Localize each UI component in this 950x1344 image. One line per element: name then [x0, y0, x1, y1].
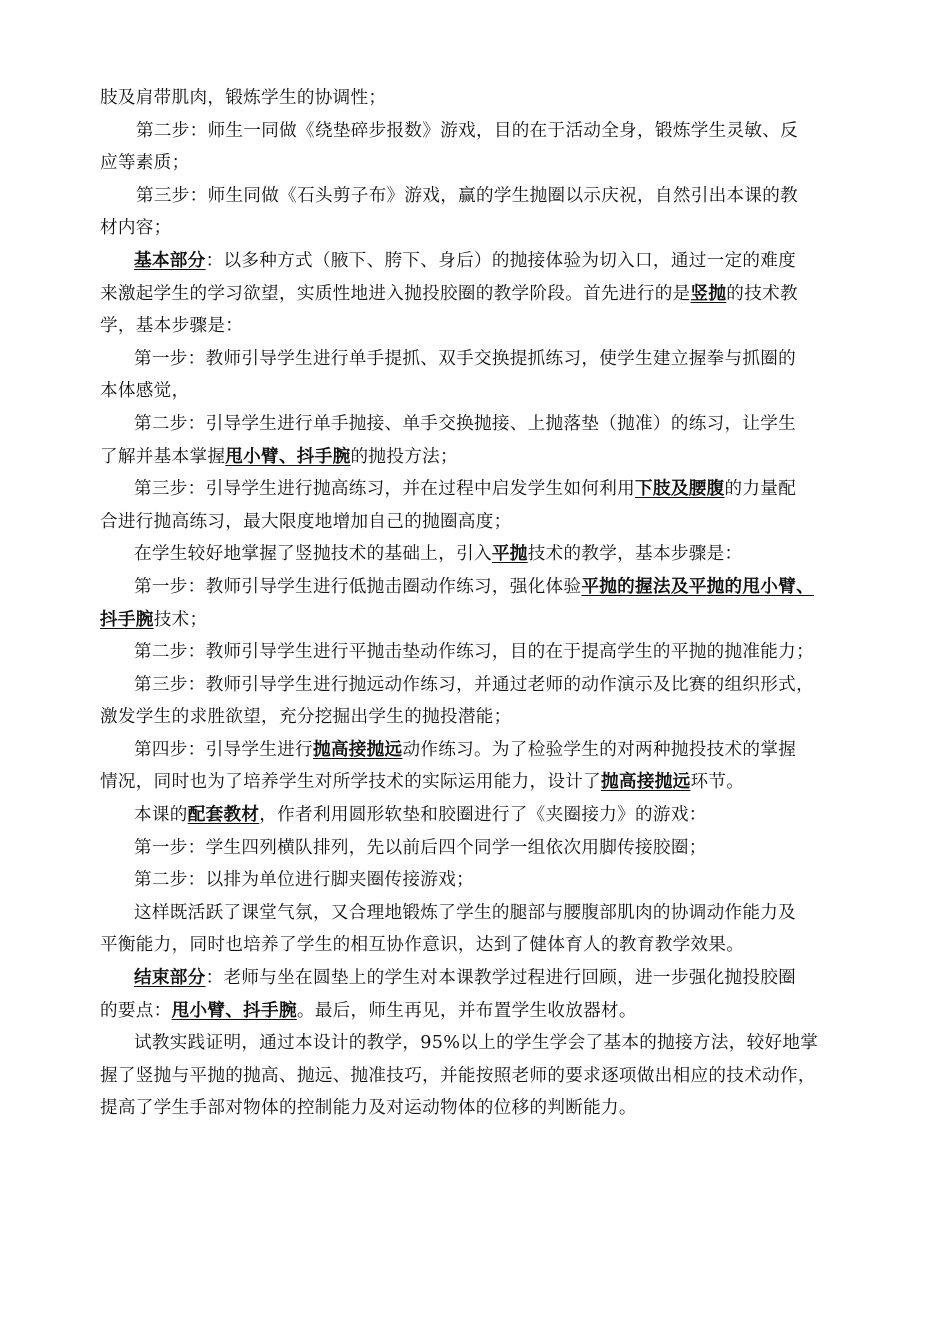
emphasized-term: 抛高接抛远 — [601, 771, 691, 793]
text-run: 第一步：学生四列横队排列，先以前后四个同学一组依次用脚传接胶圈； — [134, 837, 707, 858]
text-run: 技术； — [153, 609, 208, 630]
text-run: 这样既活跃了课堂气氛，又合理地锻炼了学生的腿部与腰腹部肌肉的协调动作能力及 — [134, 902, 797, 923]
emphasized-term: 竖抛 — [690, 282, 727, 304]
emphasized-term: 甩小臂、抖手腕 — [171, 999, 297, 1021]
text-line — [100, 310, 860, 343]
text-run: 环节。 — [690, 772, 745, 793]
text-run: 在学生较好地掌握了竖抛技术的基础上，引入 — [134, 544, 492, 565]
emphasized-term: 甩小臂、抖手腕 — [225, 445, 351, 467]
text-run: 来激起学生的学习欲望，实质性地进入抛投胶圈的教学阶段。首先进行的是 — [100, 283, 691, 304]
text-run: 情况，同时也为了培养学生对所学技术的实际运用能力，设计了 — [100, 772, 602, 793]
text-line — [100, 506, 860, 539]
emphasized-term: 平抛 — [491, 543, 528, 565]
text-run: ，作者利用圆形软垫和胶圈进行了《夹圈接力》的游戏： — [259, 805, 707, 826]
text-run: 第二步：师生一同做《绕垫碎步报数》游戏，目的在于活动全身，锻炼学生灵敏、反 — [136, 120, 799, 141]
text-line — [100, 1027, 860, 1060]
text-run: 第三步：引导学生进行抛高练习，并在过程中启发学生如何利用 — [134, 479, 636, 500]
text-line — [100, 278, 860, 311]
text-line — [100, 864, 860, 897]
text-run: 第二步：以排为单位进行脚夹圈传接游戏； — [134, 870, 474, 891]
text-run: ：老师与坐在圆垫上的学生对本课教学过程进行回顾，进一步强化抛投胶圈 — [205, 968, 797, 989]
text-line — [100, 832, 860, 865]
text-line — [100, 897, 860, 930]
text-run: 第一步：教师引导学生进行低抛击圈动作练习，强化体验 — [134, 576, 582, 597]
text-line — [100, 962, 860, 995]
text-line — [100, 115, 860, 148]
text-run: 第二步：引导学生进行单手抛接、单手交换抛接、上抛落垫（抛准）的练习，让学生 — [134, 413, 797, 434]
document-body — [100, 82, 860, 1125]
text-line — [100, 441, 860, 474]
text-line — [100, 1060, 860, 1093]
text-line — [100, 343, 860, 376]
text-run: 平衡能力，同时也培养了学生的相互协作意识，达到了健体育人的教育教学效果。 — [100, 935, 745, 956]
text-line — [100, 1092, 860, 1125]
text-line — [100, 538, 860, 571]
text-run: 的力量配 — [724, 479, 797, 500]
text-line — [100, 147, 860, 180]
emphasized-term: 抖手腕 — [100, 608, 154, 630]
text-run: 技术的教学，基本步骤是： — [527, 544, 743, 565]
text-run: 。最后，师生再见，并布置学生收放器材。 — [296, 1000, 637, 1021]
text-run: ：以多种方式（腋下、胯下、身后）的抛接体验为切入口，通过一定的难度 — [205, 250, 797, 271]
text-run: 试教实践证明，通过本设计的教学，95%以上的学生学会了基本的抛接方法，较好地掌 — [134, 1033, 819, 1054]
text-line — [100, 669, 860, 702]
text-run: 第四步：引导学生进行 — [134, 739, 313, 760]
text-run: 肢及肩带肌肉，锻炼学生的协调性； — [100, 88, 387, 108]
text-line — [100, 604, 860, 637]
text-run: 本体感觉， — [100, 381, 190, 402]
text-run: 的抛投方法； — [350, 446, 458, 467]
text-run: 第二步：教师引导学生进行平抛击垫动作练习，目的在于提高学生的平抛的抛准能力； — [134, 642, 814, 663]
text-run: 激发学生的求胜欲望，充分挖掘出学生的抛投潜能； — [100, 707, 512, 728]
emphasized-term: 基本部分 — [134, 249, 206, 271]
text-line — [100, 929, 860, 962]
text-line — [100, 473, 860, 506]
text-run: 合进行抛高练习，最大限度地增加自己的抛圈高度； — [100, 511, 512, 532]
text-run: 动作练习。为了检验学生的对两种抛投技术的掌握 — [402, 739, 797, 760]
text-run: 了解并基本掌握 — [100, 446, 226, 467]
text-line — [100, 375, 860, 408]
text-line — [100, 180, 860, 213]
text-line — [100, 212, 860, 245]
text-line — [100, 408, 860, 441]
text-line — [100, 571, 860, 604]
text-line — [100, 734, 860, 767]
text-run: 应等素质； — [100, 153, 190, 174]
text-run: 的技术教 — [726, 283, 798, 304]
text-line — [100, 995, 860, 1028]
text-run: 第三步：教师引导学生进行抛远动作练习，并通过老师的动作演示及比赛的组织形式， — [134, 674, 814, 695]
text-run: 第三步：师生同做《石头剪子布》游戏，赢的学生抛圈以示庆祝，自然引出本课的教 — [136, 185, 799, 206]
text-run: 的要点： — [100, 1000, 172, 1021]
text-line — [100, 82, 860, 115]
text-line — [100, 799, 860, 832]
text-line — [100, 245, 860, 278]
emphasized-term: 配套教材 — [187, 804, 260, 826]
emphasized-term: 抛高接抛远 — [312, 738, 403, 760]
text-line — [100, 766, 860, 799]
text-run: 学，基本步骤是： — [100, 316, 244, 337]
emphasized-term: 下肢及腰腹 — [635, 478, 725, 500]
text-run: 材内容； — [100, 218, 172, 239]
emphasized-term: 结束部分 — [134, 967, 206, 989]
text-run: 提高了学生手部对物体的控制能力及对运动物体的位移的判断能力。 — [100, 1098, 637, 1119]
text-line — [100, 636, 860, 669]
text-run: 第一步：教师引导学生进行单手提抓、双手交换提抓练习，使学生建立握拳与抓圈的 — [134, 348, 797, 369]
text-run: 本课的 — [134, 805, 188, 826]
text-run: 握了竖抛与平抛的抛高、抛远、抛准技巧，并能按照老师的要求逐项做出相应的技术动作， — [100, 1065, 816, 1086]
text-line — [100, 701, 860, 734]
emphasized-term: 平抛的握法及平抛的甩小臂、 — [581, 575, 814, 597]
